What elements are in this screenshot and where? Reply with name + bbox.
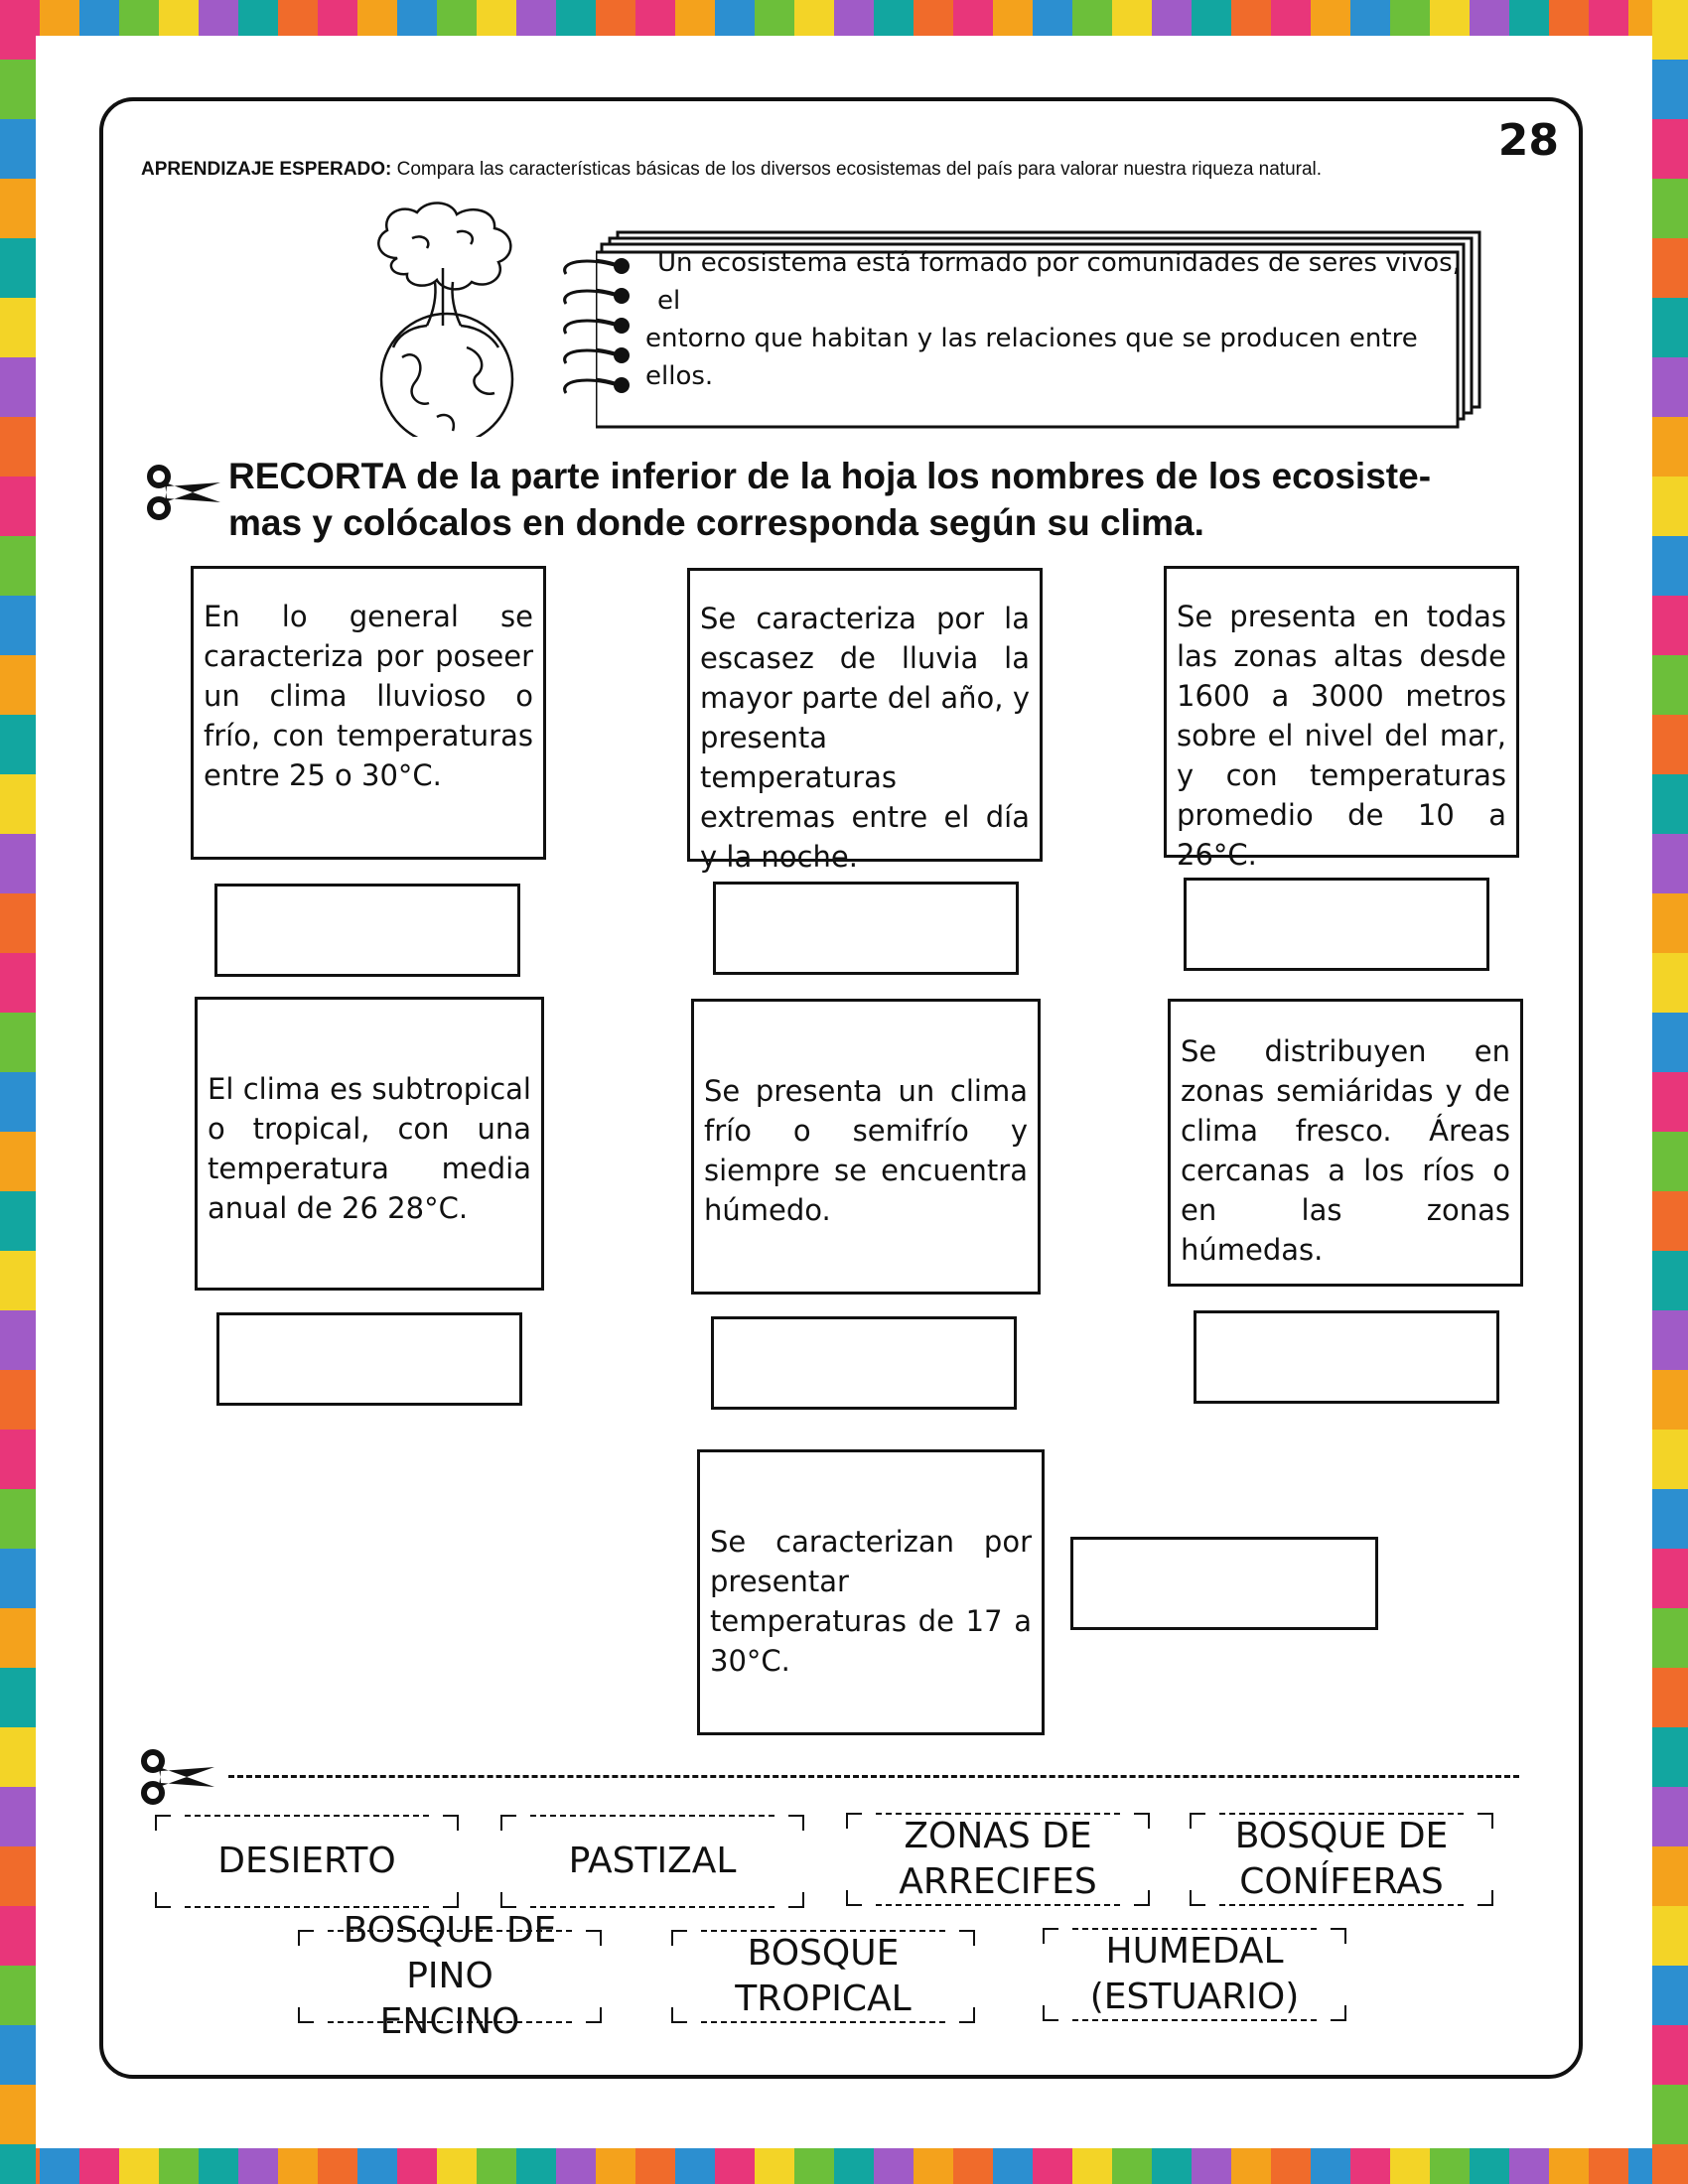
label-line-1: PASTIZAL (568, 1841, 737, 1881)
instruction-line-1: RECORTA de la parte inferior de la hoja los nombres de los ecosiste- (228, 456, 1432, 496)
label-text (1043, 1929, 1346, 2020)
description-box-4: El clima es subtropical o tropical, con una temperatura media anual de 26 28°C. (195, 997, 544, 1291)
label-line-1: ZONAS DE (904, 1816, 1092, 1856)
label-text (155, 1839, 459, 1884)
label-text (298, 1908, 602, 2045)
description-box-1: En lo general se caracteriza por poseer un clima lluvioso o frío, con temperaturas entre 25 o 30°C. (191, 566, 546, 860)
label-line-2: TROPICAL (735, 1979, 912, 2019)
label-line-1: BOSQUE (747, 1933, 900, 1974)
note-line-2: entorno que habitan y las relaciones que se producen entre ellos. (645, 324, 1418, 391)
instruction-text (228, 453, 1539, 546)
pencil-border-top (0, 0, 1688, 36)
label-card-desierto[interactable] (155, 1815, 459, 1908)
card-corner (788, 1892, 804, 1908)
label-line-1: HUMEDAL (1105, 1931, 1284, 1972)
label-line-2: CONÍFERAS (1239, 1861, 1444, 1902)
objective-label: APRENDIZAJE ESPERADO: (141, 159, 392, 180)
label-line-2: ARRECIFES (899, 1861, 1097, 1902)
answer-box-3[interactable] (1184, 878, 1489, 971)
tree-globe-icon (357, 199, 536, 437)
description-box-7: Se caracterizan por presentar temperaturas de 17 a 30°C. (697, 1449, 1045, 1735)
instruction-line-2: mas y colócalos en donde corresponda según su clima. (228, 502, 1204, 543)
cut-line (228, 1775, 1519, 1778)
label-card-pastizal[interactable] (500, 1815, 804, 1908)
card-dash (530, 1815, 774, 1817)
description-box-6: Se distribuyen en zonas semiáridas y de clima fresco. Áreas cercanas a los ríos o en las zonas húmedas. (1168, 999, 1523, 1287)
answer-box-4[interactable] (216, 1312, 522, 1406)
note-line-1: Un ecosistema está formado por comunidades de seres vivos, el (657, 248, 1461, 316)
label-text (500, 1839, 804, 1884)
label-card-humedal-estuario[interactable] (1043, 1928, 1346, 2021)
learning-objective (141, 159, 1551, 181)
label-text (1190, 1814, 1493, 1905)
answer-box-2[interactable] (713, 882, 1019, 975)
label-line-2: ENCINO (379, 2001, 520, 2042)
label-card-bosque-tropical[interactable] (671, 1930, 975, 2023)
card-corner (500, 1815, 516, 1831)
card-corner (155, 1892, 171, 1908)
scissors-icon-cut-line (139, 1747, 218, 1807)
card-dash (185, 1815, 429, 1817)
label-line-1: DESIERTO (217, 1841, 396, 1881)
label-text (846, 1814, 1150, 1905)
pencil-border-left (0, 0, 36, 2184)
label-line-1: BOSQUE DE PINO (343, 1910, 557, 1996)
label-line-2: (ESTUARIO) (1089, 1977, 1300, 2017)
label-card-bosque-de-pino-encino[interactable] (298, 1910, 602, 2042)
label-card-zonas-de-arrecifes[interactable] (846, 1813, 1150, 1906)
pencil-border-right (1652, 0, 1688, 2184)
description-box-2: Se caracteriza por la escasez de lluvia la mayor parte del año, y presenta temperaturas extremas entre el día y la noche. (687, 568, 1043, 862)
scissors-icon (145, 463, 224, 522)
card-corner (788, 1815, 804, 1831)
card-corner (443, 1892, 459, 1908)
card-corner (443, 1815, 459, 1831)
ecosystem-definition (645, 244, 1479, 395)
description-box-5: Se presenta un clima frío o semifrío y siempre se encuentra húmedo. (691, 999, 1041, 1295)
card-corner (155, 1815, 171, 1831)
page-number: 28 (1497, 115, 1559, 166)
answer-box-5[interactable] (711, 1316, 1017, 1410)
objective-text: Compara las características básicas de los diversos ecosistemas del país para valorar nuestra riqueza natural. (391, 159, 1323, 180)
label-card-bosque-de-coniferas[interactable] (1190, 1813, 1493, 1906)
answer-box-6[interactable] (1194, 1310, 1499, 1404)
answer-box-7[interactable] (1070, 1537, 1378, 1630)
description-box-3: Se presenta en todas las zonas altas desde 1600 a 3000 metros sobre el nivel del mar, y con temperaturas promedio de 10 a 26°C. (1164, 566, 1519, 858)
notebook-spiral-icon (556, 248, 626, 417)
card-corner (500, 1892, 516, 1908)
label-line-1: BOSQUE DE (1234, 1816, 1449, 1856)
label-text (671, 1931, 975, 2022)
pencil-border-bottom (0, 2148, 1688, 2184)
answer-box-1[interactable] (214, 884, 520, 977)
